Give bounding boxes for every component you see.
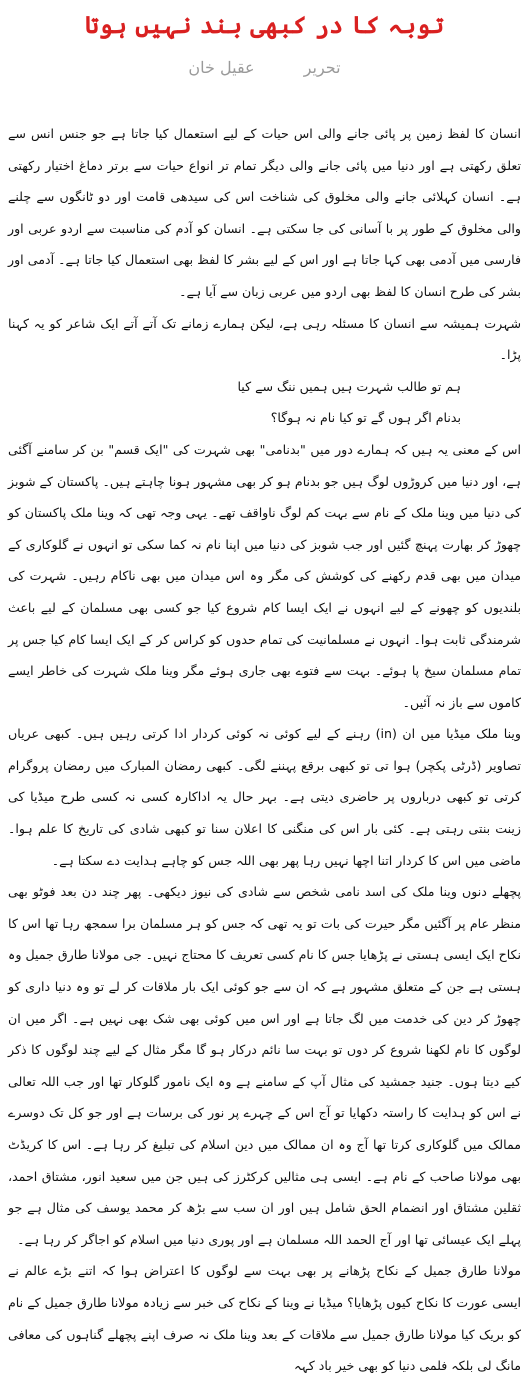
paragraph: شہرت ہمیشہ سے انسان کا مسئلہ رہی ہے، لیکن ہمارے زمانے تک آتے آتے ایک شاعر کو یہ کہنا پڑا۔ xyxy=(8,315,521,363)
article-body xyxy=(8,118,521,1382)
byline-author: عقیل خان xyxy=(188,58,255,77)
article-title: توبہ کا در کبھی بند نہیں ہوتا xyxy=(84,10,445,39)
paragraph: مولانا طارق جمیل کے نکاح پڑھانے پر بھی بہت سے لوگوں کا اعتراض ہوا کہ اتنے بڑے عالم نے ایسی عورت کا نکاح کیوں پڑھایا؟ میڈیا نے وینا کے نکاح کی خبر سے زیادہ مولانا طارق جمیل کے نام کو بریک کیا مولانا طارق جمیل سے ملاقات کے بعد وینا ملک نہ صرف اپنے پچھلے گناہوں کی معافی مانگ لی بلکہ فلمی دنیا کو بھی خیر باد کہہ xyxy=(8,1263,521,1374)
byline xyxy=(0,58,529,77)
poem-line: ہم تو طالب شہرت ہیں ہمیں ننگ سے کیا xyxy=(237,378,461,394)
poem-verse xyxy=(8,371,521,434)
byline-label: تحریر xyxy=(303,58,341,77)
paragraph: وینا ملک میڈیا میں ان (in) رہنے کے لیے کوئی نہ کوئی کردار ادا کرتی رہیں ہیں۔ کبھی عریاں تصاویر (ڈرٹی پکچر) ہوا تی تو کبھی برقع پہننے لگی۔ کبھی رمضان المبارک میں رمضان پروگرام کرتی تو کبھی درباروں پر حاضری دیتی ہے۔ بہر حال یہ اداکارہ کسی نہ کسی طرح میڈیا کی زینت بنتی رہتی ہے۔ کئی بار اس کی منگنی کا اعلان سنا تو کبھی شادی کی تاریخ کا علم ہوا۔ ماضی میں اس کا کردار اتنا اچھا نہیں رہا پھر بھی اللہ جس کو چاہے ہدایت دے سکتا ہے۔ xyxy=(8,726,521,868)
paragraph: انسان کا لفظ زمین پر پائی جانے والی اس حیات کے لیے استعمال کیا جاتا ہے جو جنس انس سے تعلق رکھتی ہے اور دنیا میں پائی جانے والی دیگر تمام تر انواع حیات سے برتر دماغ اختیار رکھتی ہے۔ انسان کہلائی جانے والی مخلوق کی شناخت اس کی سیدھی قامت اور دو ٹانگوں سے چلنے والی مخلوق کے طور پر با آسانی کی جا سکتی ہے۔ انسان کو آدم کی مناسبت سے اردو عربی اور فارسی میں آدمی بھی کہا جاتا ہے اور اس کے لیے بشر کا لفظ بھی استعمال کیا جاتا ہے۔ آدمی اور بشر کی طرح انسان کا لفظ بھی اردو میں عربی زبان سے آیا ہے۔ xyxy=(8,126,521,299)
paragraph: پچھلے دنوں وینا ملک کی اسد نامی شخص سے شادی کی نیوز دیکھی۔ پھر چند دن بعد فوٹو بھی منظر عام پر آگئیں مگر حیرت کی بات تو یہ تھی کہ جس کو ہر مسلمان برا سمجھ رہا تھا اس کا نکاح ایک ایسی ہستی نے پڑھایا جس کا نام کسی تعریف کا محتاج نہیں۔ جی مولانا طارق جمیل وہ ہستی ہے جن کے متعلق مشہور ہے کہ ان سے جو کوئی ایک بار ملاقات کر لے تو وہ دنیا داری کو چھوڑ کر دین کی خدمت میں لگ جاتا ہے اور اس میں کوئی بھی شک بھی نہیں ہے۔ اگر میں ان لوگوں کا نام لکھنا شروع کر دوں تو بہت سا نائم درکار ہو گا مگر مثال کے لیے چند لوگوں کا ذکر کیے دیتا ہوں۔ جنید جمشید کی مثال آپ کے سامنے ہے وہ ایک نامور گلوکار تھا اور جب اللہ تعالی نے اس کو ہدایت کا راستہ دکھایا تو آج اس کے چہرے پر نور کی برسات ہے اور جو کل تک دوسرے ممالک میں گلوکاری کرتا تھا آج وہ ان ممالک میں دین اسلام کی تبلیغ کر رہا ہے۔ اس کا کریڈٹ بھی مولانا صاحب کے نام ہے۔ ایسی ہی مثالیں کرکٹرز کی ہیں جن میں سعید انور، مشتاق احمد، ثقلین مشتاق اور انضمام الحق شامل ہیں اور ان سب سے بڑھ کر محمد یوسف کی مثال ہے جو پہلے ایک عیسائی تھا اور آج الحمد اللہ مسلمان ہے اور پوری دنیا میں اسلام کو اجاگر کر رہا ہے۔ xyxy=(8,884,521,1247)
paragraph: اس کے معنی یہ ہیں کہ ہمارے دور میں "بدنامی" بھی شہرت کی "ایک قسم" بن کر سامنے آگئی ہے، اور دنیا میں کروڑوں لوگ ہیں جو بدنام ہو کر بھی مشہور ہونا چاہتے ہیں۔ پاکستان کے شوبز کی دنیا میں وینا ملک کے نام سے بہت کم لوگ ناواقف تھے۔ یہی وجہ تھی کہ وینا ملک پاکستان کو چھوڑ کر بھارت پہنچ گئیں اور جب شوبز کی دنیا میں اپنا نام نہ کما سکی تو انہوں نے گلوکاری کے میدان میں بھی قدم رکھنے کی کوشش کی مگر وہ اس میدان میں بھی ناکام رہیں۔ شہرت کی بلندیوں کو چھونے کے لیے انہوں نے ایک ایسا کام شروع کیا جو کسی بھی مسلمان کے لیے باعث شرمندگی ثابت ہوا۔ انہوں نے مسلمانیت کی تمام حدوں کو کراس کر کے ایک ایسا کام کیا جس پر تمام مسلمان سیخ پا ہوئے۔ بہت سے فتوے بھی جاری ہوئے مگر وینا ملک شہرت کی خاطر ایسے کاموں سے باز نہ آئیں۔ xyxy=(8,441,521,710)
poem-line: بدنام اگر ہوں گے تو کیا نام نہ ہوگا؟ xyxy=(270,410,461,426)
